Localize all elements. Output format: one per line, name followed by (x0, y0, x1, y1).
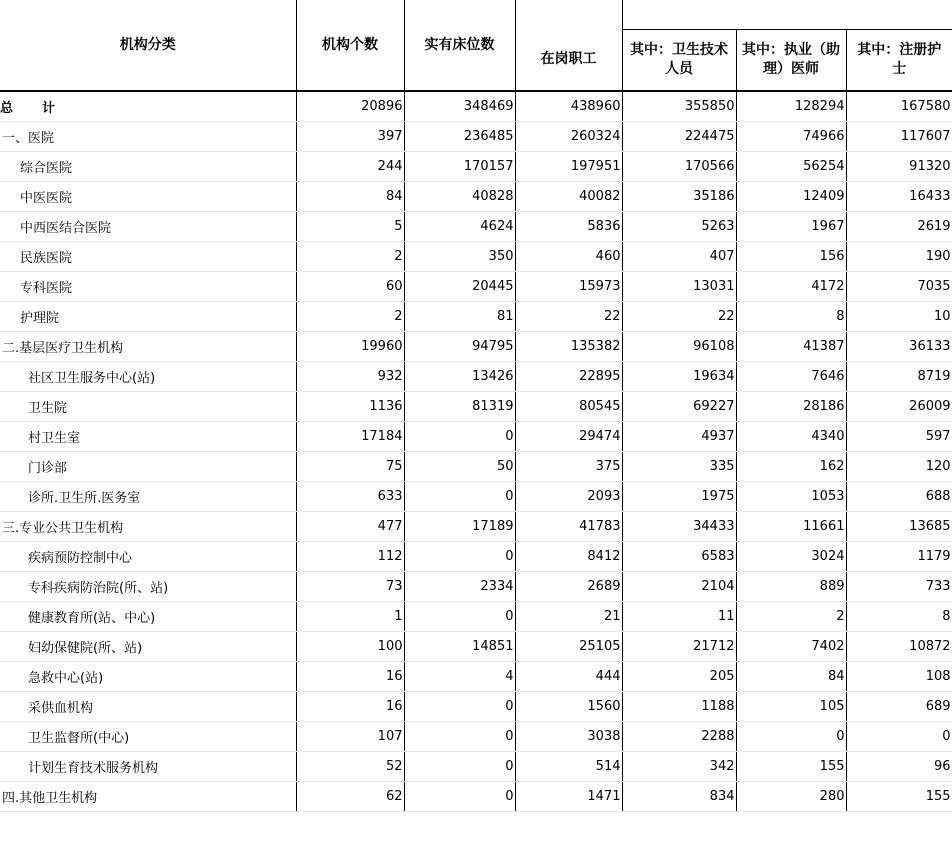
cell-nurses: 91320 (846, 152, 952, 182)
row-label: 一、医院 (0, 122, 296, 152)
cell-physicians: 7646 (736, 362, 846, 392)
cell-beds: 20445 (404, 272, 515, 302)
table-header (0, 0, 952, 91)
cell-physicians: 1053 (736, 482, 846, 512)
cell-institutions: 5 (296, 212, 404, 242)
cell-beds: 0 (404, 782, 515, 812)
row-label: 采供血机构 (0, 692, 296, 722)
cell-institutions: 100 (296, 632, 404, 662)
cell-institutions: 1 (296, 602, 404, 632)
cell-nurses: 120 (846, 452, 952, 482)
cell-beds: 0 (404, 482, 515, 512)
cell-nurses: 36133 (846, 332, 952, 362)
cell-nurses: 0 (846, 722, 952, 752)
cell-staff: 29474 (515, 422, 622, 452)
cell-institutions: 932 (296, 362, 404, 392)
cell-institutions: 52 (296, 752, 404, 782)
cell-institutions: 62 (296, 782, 404, 812)
row-label: 民族医院 (0, 242, 296, 272)
cell-health-tech: 1975 (622, 482, 736, 512)
cell-physicians: 28186 (736, 392, 846, 422)
table-row (0, 572, 952, 602)
cell-health-tech: 355850 (622, 91, 736, 122)
cell-nurses: 117607 (846, 122, 952, 152)
table-row (0, 662, 952, 692)
cell-beds: 0 (404, 542, 515, 572)
cell-staff: 3038 (515, 722, 622, 752)
row-label: 健康教育所(站、中心) (0, 602, 296, 632)
header-beds: 实有床位数 (404, 0, 515, 91)
table-row (0, 422, 952, 452)
cell-physicians: 7402 (736, 632, 846, 662)
cell-staff: 1560 (515, 692, 622, 722)
cell-institutions: 16 (296, 692, 404, 722)
cell-nurses: 8719 (846, 362, 952, 392)
cell-nurses: 10872 (846, 632, 952, 662)
cell-physicians: 162 (736, 452, 846, 482)
cell-health-tech: 5263 (622, 212, 736, 242)
cell-staff: 514 (515, 752, 622, 782)
cell-health-tech: 19634 (622, 362, 736, 392)
row-label: 综合医院 (0, 152, 296, 182)
cell-staff: 444 (515, 662, 622, 692)
cell-nurses: 8 (846, 602, 952, 632)
row-label: 卫生监督所(中心) (0, 722, 296, 752)
table-row (0, 632, 952, 662)
cell-staff: 135382 (515, 332, 622, 362)
cell-nurses: 167580 (846, 91, 952, 122)
table-row (0, 602, 952, 632)
cell-health-tech: 69227 (622, 392, 736, 422)
cell-staff: 22895 (515, 362, 622, 392)
cell-beds: 14851 (404, 632, 515, 662)
cell-staff: 460 (515, 242, 622, 272)
cell-staff: 260324 (515, 122, 622, 152)
table-row (0, 242, 952, 272)
cell-physicians: 280 (736, 782, 846, 812)
cell-health-tech: 407 (622, 242, 736, 272)
cell-health-tech: 22 (622, 302, 736, 332)
cell-physicians: 8 (736, 302, 846, 332)
row-label: 中医医院 (0, 182, 296, 212)
cell-beds: 4 (404, 662, 515, 692)
cell-staff: 197951 (515, 152, 622, 182)
cell-staff: 41783 (515, 512, 622, 542)
row-label: 卫生院 (0, 392, 296, 422)
cell-health-tech: 335 (622, 452, 736, 482)
cell-health-tech: 2288 (622, 722, 736, 752)
cell-beds: 348469 (404, 91, 515, 122)
table-row (0, 512, 952, 542)
cell-health-tech: 4937 (622, 422, 736, 452)
table-row (0, 152, 952, 182)
cell-institutions: 17184 (296, 422, 404, 452)
cell-beds: 81319 (404, 392, 515, 422)
cell-staff: 15973 (515, 272, 622, 302)
row-label: 中西医结合医院 (0, 212, 296, 242)
cell-health-tech: 6583 (622, 542, 736, 572)
cell-health-tech: 1188 (622, 692, 736, 722)
table-row (0, 722, 952, 752)
cell-physicians: 41387 (736, 332, 846, 362)
cell-staff: 5836 (515, 212, 622, 242)
cell-beds: 0 (404, 722, 515, 752)
table-body (0, 91, 952, 812)
table-row (0, 362, 952, 392)
cell-beds: 0 (404, 752, 515, 782)
cell-staff: 1471 (515, 782, 622, 812)
row-label: 社区卫生服务中心(站) (0, 362, 296, 392)
cell-staff: 22 (515, 302, 622, 332)
cell-nurses: 688 (846, 482, 952, 512)
header-physicians: 其中：执业（助理）医师 (736, 30, 846, 92)
table-row (0, 272, 952, 302)
table-row (0, 332, 952, 362)
cell-nurses: 733 (846, 572, 952, 602)
header-nurses: 其中：注册护士 (846, 30, 952, 92)
table-row (0, 452, 952, 482)
cell-institutions: 633 (296, 482, 404, 512)
cell-institutions: 2 (296, 242, 404, 272)
cell-beds: 0 (404, 692, 515, 722)
cell-health-tech: 205 (622, 662, 736, 692)
row-label: 计划生育技术服务机构 (0, 752, 296, 782)
cell-nurses: 689 (846, 692, 952, 722)
cell-staff: 438960 (515, 91, 622, 122)
row-label: 护理院 (0, 302, 296, 332)
cell-nurses: 1179 (846, 542, 952, 572)
cell-physicians: 12409 (736, 182, 846, 212)
cell-physicians: 4340 (736, 422, 846, 452)
cell-nurses: 96 (846, 752, 952, 782)
cell-beds: 17189 (404, 512, 515, 542)
table-row (0, 122, 952, 152)
cell-beds: 94795 (404, 332, 515, 362)
cell-physicians: 0 (736, 722, 846, 752)
cell-beds: 4624 (404, 212, 515, 242)
cell-beds: 0 (404, 422, 515, 452)
cell-institutions: 16 (296, 662, 404, 692)
row-label: 妇幼保健院(所、站) (0, 632, 296, 662)
cell-staff: 21 (515, 602, 622, 632)
table-row (0, 302, 952, 332)
cell-staff: 375 (515, 452, 622, 482)
cell-health-tech: 21712 (622, 632, 736, 662)
cell-beds: 13426 (404, 362, 515, 392)
row-label: 三.专业公共卫生机构 (0, 512, 296, 542)
cell-beds: 0 (404, 602, 515, 632)
cell-health-tech: 342 (622, 752, 736, 782)
row-label: 专科医院 (0, 272, 296, 302)
cell-physicians: 4172 (736, 272, 846, 302)
row-label: 诊所.卫生所.医务室 (0, 482, 296, 512)
row-label: 疾病预防控制中心 (0, 542, 296, 572)
header-group-blank (622, 0, 952, 30)
cell-nurses: 155 (846, 782, 952, 812)
cell-beds: 236485 (404, 122, 515, 152)
cell-nurses: 2619 (846, 212, 952, 242)
row-label: 二.基层医疗卫生机构 (0, 332, 296, 362)
header-health-tech: 其中：卫生技术人员 (622, 30, 736, 92)
header-staff: 在岗职工 (515, 0, 622, 91)
cell-institutions: 19960 (296, 332, 404, 362)
cell-nurses: 597 (846, 422, 952, 452)
row-label: 四.其他卫生机构 (0, 782, 296, 812)
cell-health-tech: 35186 (622, 182, 736, 212)
cell-physicians: 56254 (736, 152, 846, 182)
table-row (0, 542, 952, 572)
cell-beds: 50 (404, 452, 515, 482)
cell-nurses: 7035 (846, 272, 952, 302)
cell-health-tech: 34433 (622, 512, 736, 542)
cell-beds: 81 (404, 302, 515, 332)
cell-health-tech: 13031 (622, 272, 736, 302)
cell-institutions: 84 (296, 182, 404, 212)
cell-institutions: 477 (296, 512, 404, 542)
cell-beds: 170157 (404, 152, 515, 182)
row-label: 村卫生室 (0, 422, 296, 452)
cell-staff: 25105 (515, 632, 622, 662)
table-row-total (0, 91, 952, 122)
cell-institutions: 397 (296, 122, 404, 152)
cell-physicians: 74966 (736, 122, 846, 152)
cell-health-tech: 834 (622, 782, 736, 812)
cell-institutions: 112 (296, 542, 404, 572)
cell-nurses: 190 (846, 242, 952, 272)
cell-institutions: 244 (296, 152, 404, 182)
cell-physicians: 155 (736, 752, 846, 782)
cell-nurses: 10 (846, 302, 952, 332)
table-row (0, 482, 952, 512)
header-category: 机构分类 (0, 0, 296, 91)
cell-physicians: 1967 (736, 212, 846, 242)
cell-staff: 8412 (515, 542, 622, 572)
cell-physicians: 156 (736, 242, 846, 272)
cell-institutions: 2 (296, 302, 404, 332)
table-row (0, 182, 952, 212)
cell-staff: 80545 (515, 392, 622, 422)
cell-nurses: 13685 (846, 512, 952, 542)
cell-institutions: 107 (296, 722, 404, 752)
cell-nurses: 108 (846, 662, 952, 692)
cell-health-tech: 224475 (622, 122, 736, 152)
table-row (0, 692, 952, 722)
cell-institutions: 75 (296, 452, 404, 482)
cell-staff: 2093 (515, 482, 622, 512)
cell-physicians: 105 (736, 692, 846, 722)
cell-beds: 40828 (404, 182, 515, 212)
cell-nurses: 16433 (846, 182, 952, 212)
cell-staff: 2689 (515, 572, 622, 602)
table-row (0, 392, 952, 422)
row-label: 总 计 (0, 91, 296, 122)
row-label: 急救中心(站) (0, 662, 296, 692)
cell-physicians: 11661 (736, 512, 846, 542)
cell-physicians: 2 (736, 602, 846, 632)
table-row (0, 212, 952, 242)
cell-health-tech: 11 (622, 602, 736, 632)
cell-institutions: 60 (296, 272, 404, 302)
cell-institutions: 73 (296, 572, 404, 602)
cell-nurses: 26009 (846, 392, 952, 422)
row-label: 门诊部 (0, 452, 296, 482)
row-label: 专科疾病防治院(所、站) (0, 572, 296, 602)
cell-physicians: 889 (736, 572, 846, 602)
cell-physicians: 128294 (736, 91, 846, 122)
table-row (0, 782, 952, 812)
cell-health-tech: 2104 (622, 572, 736, 602)
cell-health-tech: 170566 (622, 152, 736, 182)
cell-health-tech: 96108 (622, 332, 736, 362)
cell-physicians: 3024 (736, 542, 846, 572)
cell-institutions: 20896 (296, 91, 404, 122)
cell-institutions: 1136 (296, 392, 404, 422)
cell-beds: 350 (404, 242, 515, 272)
cell-physicians: 84 (736, 662, 846, 692)
header-institutions: 机构个数 (296, 0, 404, 91)
cell-beds: 2334 (404, 572, 515, 602)
table-row (0, 752, 952, 782)
cell-staff: 40082 (515, 182, 622, 212)
